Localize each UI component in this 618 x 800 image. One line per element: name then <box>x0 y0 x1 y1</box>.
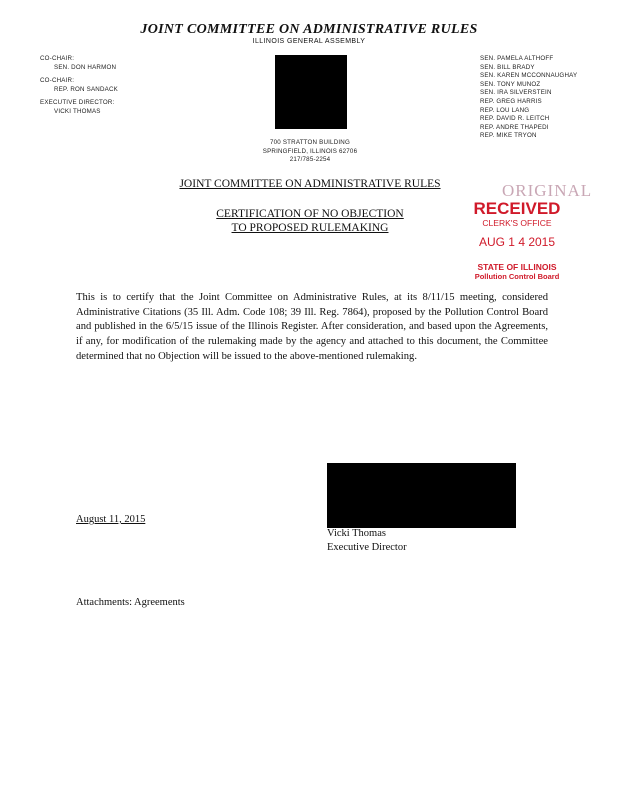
address-line-1: 700 STRATTON BUILDING <box>270 139 350 146</box>
co-chair-label-2: CO-CHAIR: <box>40 77 75 85</box>
co-chair-label-1: CO-CHAIR: <box>40 55 75 62</box>
board-label: Pollution Control Board <box>474 272 560 281</box>
member-2: SEN. BILL BRADY <box>480 63 535 71</box>
executive-director-name: VICKI THOMAS <box>54 107 101 115</box>
member-3: SEN. KAREN MCCONNAUGHAY <box>480 72 578 80</box>
member-9: REP. ANDRE THAPEDI <box>480 123 549 131</box>
letterhead-title: JOINT COMMITTEE ON ADMINISTRATIVE RULES <box>140 22 478 37</box>
member-6: REP. GREG HARRIS <box>480 97 542 105</box>
member-4: SEN. TONY MUNOZ <box>480 80 541 88</box>
signer-name: Vicki Thomas <box>327 528 386 539</box>
address-block <box>230 139 390 165</box>
member-10: REP. MIKE TRYON <box>480 132 537 140</box>
co-chair-name-1: SEN. DON HARMON <box>54 63 117 71</box>
original-watermark: ORIGINAL <box>502 181 593 200</box>
address-line-2: SPRINGFIELD, ILLINOIS 62706 <box>262 147 358 155</box>
address-line-3: 217/785-2254 <box>289 156 331 164</box>
letterhead-subtitle: ILLINOIS GENERAL ASSEMBLY <box>252 38 366 45</box>
received-label: RECEIVED <box>473 199 561 218</box>
member-5: SEN. IRA SILVERSTEIN <box>480 89 552 97</box>
state-label: STATE OF ILLINOIS <box>477 262 557 272</box>
co-chairs-block <box>40 55 170 117</box>
redacted-signature <box>327 463 516 528</box>
certification-body: This is to certify that the Joint Committee on Administrative Rules, at its 8/11/15 meeting, considered Administrative Citations (35 Ill. Adm. Code 108; 39 Ill. Reg. 7864), proposed by the Pollution Control Board and published in the 6/5/15 issue of the Illinois Register. After consideration, and based upon the Agreements, if any, for modification of the rulemaking made by the agency and attached to this document, the Committee determined that no Objection will be issued to the above-mentioned rulemaking. <box>76 292 548 362</box>
member-1: SEN. PAMELA ALTHOFF <box>480 55 554 62</box>
certification-title-line-2: TO PROPOSED RULEMAKING <box>231 222 389 234</box>
received-stamp <box>462 165 593 285</box>
member-7: REP. LOU LANG <box>480 106 530 114</box>
clerks-office-label: CLERK'S OFFICE <box>482 218 552 228</box>
certification-title-line-1: CERTIFICATION OF NO OBJECTION <box>216 208 404 220</box>
co-chair-name-2: REP. RON SANDACK <box>54 85 118 93</box>
redacted-seal <box>275 55 347 129</box>
member-8: REP. DAVID R. LEITCH <box>480 115 550 123</box>
received-date: AUG 1 4 2015 <box>478 235 556 249</box>
signer-title: Executive Director <box>327 542 407 553</box>
document-heading: JOINT COMMITTEE ON ADMINISTRATIVE RULES <box>179 178 441 190</box>
members-block <box>480 55 615 141</box>
executive-director-label: EXECUTIVE DIRECTOR: <box>40 99 115 107</box>
certification-date: August 11, 2015 <box>76 514 146 525</box>
attachments-line: Attachments: Agreements <box>76 597 185 608</box>
